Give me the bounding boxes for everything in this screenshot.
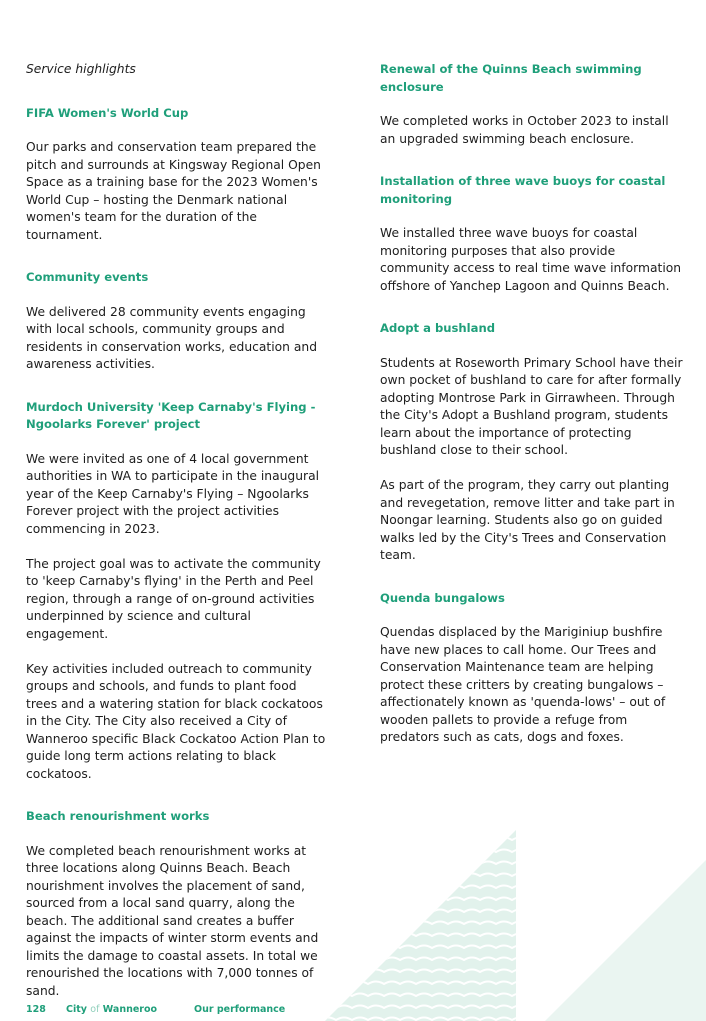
- section-heading: Beach renourishment works: [26, 809, 210, 823]
- section-heading: Community events: [26, 270, 149, 284]
- body-paragraph: As part of the program, they carry out planting and revegetation, remove litter and take part in Noongar learning. Students also go on guided walks led by the City's Trees and Conservation team.: [380, 478, 675, 562]
- right-sections: [380, 61, 685, 747]
- content-section: [380, 320, 685, 565]
- brand-of: of: [90, 1004, 100, 1015]
- content-section: [380, 61, 685, 148]
- body-paragraph: We delivered 28 community events engaging with local schools, community groups and residents in conservation works, education and awareness activities.: [26, 304, 318, 371]
- section-heading: Installation of three wave buoys for coastal monitoring: [380, 174, 666, 206]
- brand-city: City: [66, 1004, 87, 1015]
- content-section: [380, 173, 685, 295]
- body-paragraph: Key activities included outreach to community groups and schools, and funds to plant food trees and a watering station for black cockatoos in the City. The City also received a City of Wanneroo specific Black Cockatoo Action Plan to guide long term actions relating to black cockatoos.: [26, 661, 326, 781]
- right-column: [380, 61, 685, 772]
- body-paragraph: We completed works in October 2023 to install an upgraded swimming beach enclosure.: [380, 114, 669, 146]
- page-footer: [26, 1004, 285, 1015]
- body-paragraph: We installed three wave buoys for coastal monitoring purposes that also provide community access to real time wave information offshore of Yanchep Lagoon and Quinns Beach.: [380, 226, 682, 293]
- brand-name: Wanneroo: [102, 1004, 158, 1015]
- section-heading: Quenda bungalows: [380, 590, 505, 605]
- content-section: [26, 105, 326, 245]
- footer-section-name: Our performance: [194, 1004, 286, 1015]
- body-paragraph: The project goal was to activate the community to 'keep Carnaby's flying' in the Perth and Peel region, through a range of on-ground activities underpinned by science and cultural engagement.: [26, 556, 321, 641]
- wave-triangle: [325, 830, 516, 1021]
- content-section: [380, 590, 685, 747]
- body-paragraph: Our parks and conservation team prepared the pitch and surrounds at Kingsway Regional Open Space as a training base for the 2023 Women's World Cup – hosting the Denmark national women's team for the duration of the tournament.: [26, 140, 321, 242]
- left-column: [26, 61, 326, 1021]
- left-sections: [26, 105, 326, 1001]
- light-triangle: [545, 860, 706, 1021]
- wave-line: [320, 838, 528, 841]
- page-number: 128: [26, 1004, 46, 1015]
- section-heading: Adopt a bushland: [380, 321, 496, 335]
- body-paragraph: We completed beach renourishment works at three locations along Quinns Beach. Beach nourishment involves the placement of sand, sourced from a local sand quarry, along the beach. The additional sand creates a buffer against the impacts of winter storm events and limits the damage to coastal assets. In total we renourished the locations with 7,000 tonnes of sand.: [26, 843, 319, 998]
- section-heading: FIFA Women's World Cup: [26, 105, 189, 120]
- body-paragraph: Quendas displaced by the Mariginiup bushfire have new places to call home. Our Trees and Conservation Maintenance team are helping protect these critters by creating bungalows – affectionately known as 'quenda-lows' – out of wooden pallets to provide a refuge from predators such as cats, dogs and foxes.: [380, 625, 666, 744]
- content-section: [26, 399, 326, 784]
- body-paragraph: Students at Roseworth Primary School have their own pocket of bushland to care for after formally adopting Montrose Park in Girrawheen. Through the City's Adopt a Bushland program, students learn about the importance of protecting bushland close to their school.: [380, 355, 683, 457]
- section-heading: Renewal of the Quinns Beach swimming enclosure: [380, 62, 642, 94]
- section-kicker: Service highlights: [26, 62, 136, 76]
- brand-logo-text: [66, 1004, 194, 1015]
- content-section: [26, 808, 326, 1000]
- section-heading: Murdoch University 'Keep Carnaby's Flying - Ngoolarks Forever' project: [26, 399, 316, 431]
- body-paragraph: We were invited as one of 4 local government authorities in WA to participate in the inaugural year of the Keep Carnaby's Flying – Ngoolarks Forever project with the project activities commencing in 2023.: [26, 451, 320, 536]
- content-section: [26, 269, 326, 374]
